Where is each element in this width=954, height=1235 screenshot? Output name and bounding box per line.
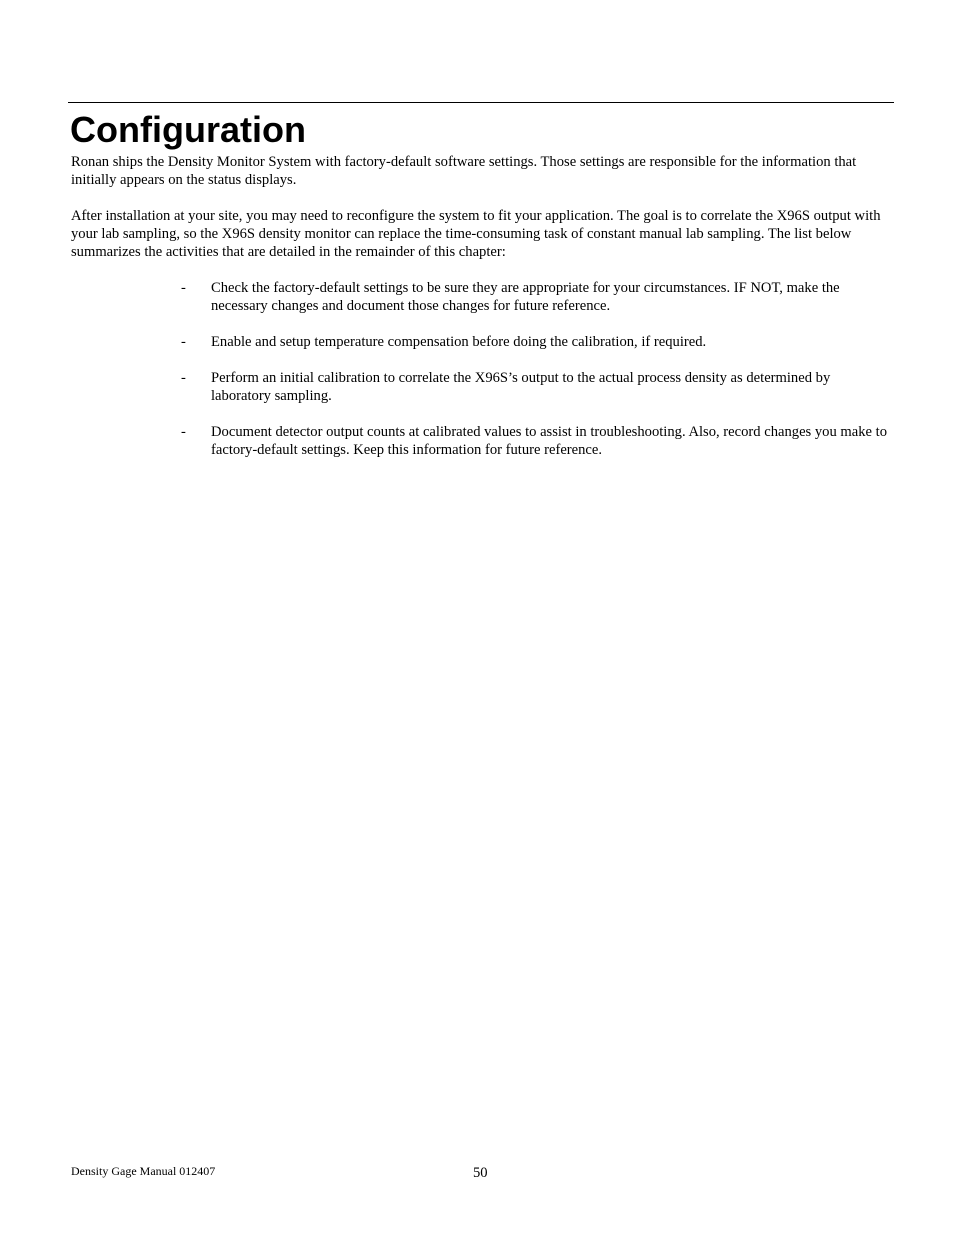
bullet-dash: -: [181, 280, 186, 296]
footer-page-number: 50: [473, 1165, 488, 1181]
header-rule: [68, 102, 894, 103]
footer-manual-name: Density Gage Manual 012407: [71, 1164, 216, 1178]
list-item-text: Enable and setup temperature compensation before doing the calibration, if required.: [211, 334, 707, 350]
page-title: Configuration: [70, 109, 306, 150]
bullet-dash: -: [181, 334, 186, 350]
bullet-dash: -: [181, 370, 186, 386]
list-item-text: Document detector output counts at calibrated values to assist in troubleshooting. Also, record changes you make to factory-default settings. Keep this information for future reference.: [211, 424, 888, 458]
list-item: [181, 423, 893, 459]
list-item: [181, 369, 893, 405]
list-item-text: Check the factory-default settings to be sure they are appropriate for your circumstances. IF NOT, make the necessary changes and document those changes for future reference.: [211, 280, 840, 314]
intro-paragraph: Ronan ships the Density Monitor System with factory-default software settings. Those settings are responsible for the information that initially appears on the status displays.: [71, 154, 857, 188]
bullet-dash: -: [181, 424, 186, 440]
summary-paragraph: After installation at your site, you may need to reconfigure the system to fit your application. The goal is to correlate the X96S output with your lab sampling, so the X96S density monitor can replace the time-consuming task of constant manual lab sampling. The list below summarizes the activities that are detailed in the remainder of this chapter:: [71, 208, 881, 260]
list-item-text: Perform an initial calibration to correlate the X96S’s output to the actual process density as determined by laboratory sampling.: [211, 370, 831, 404]
list-item: [181, 279, 893, 315]
activity-list: [181, 279, 893, 477]
list-item: [181, 333, 893, 351]
